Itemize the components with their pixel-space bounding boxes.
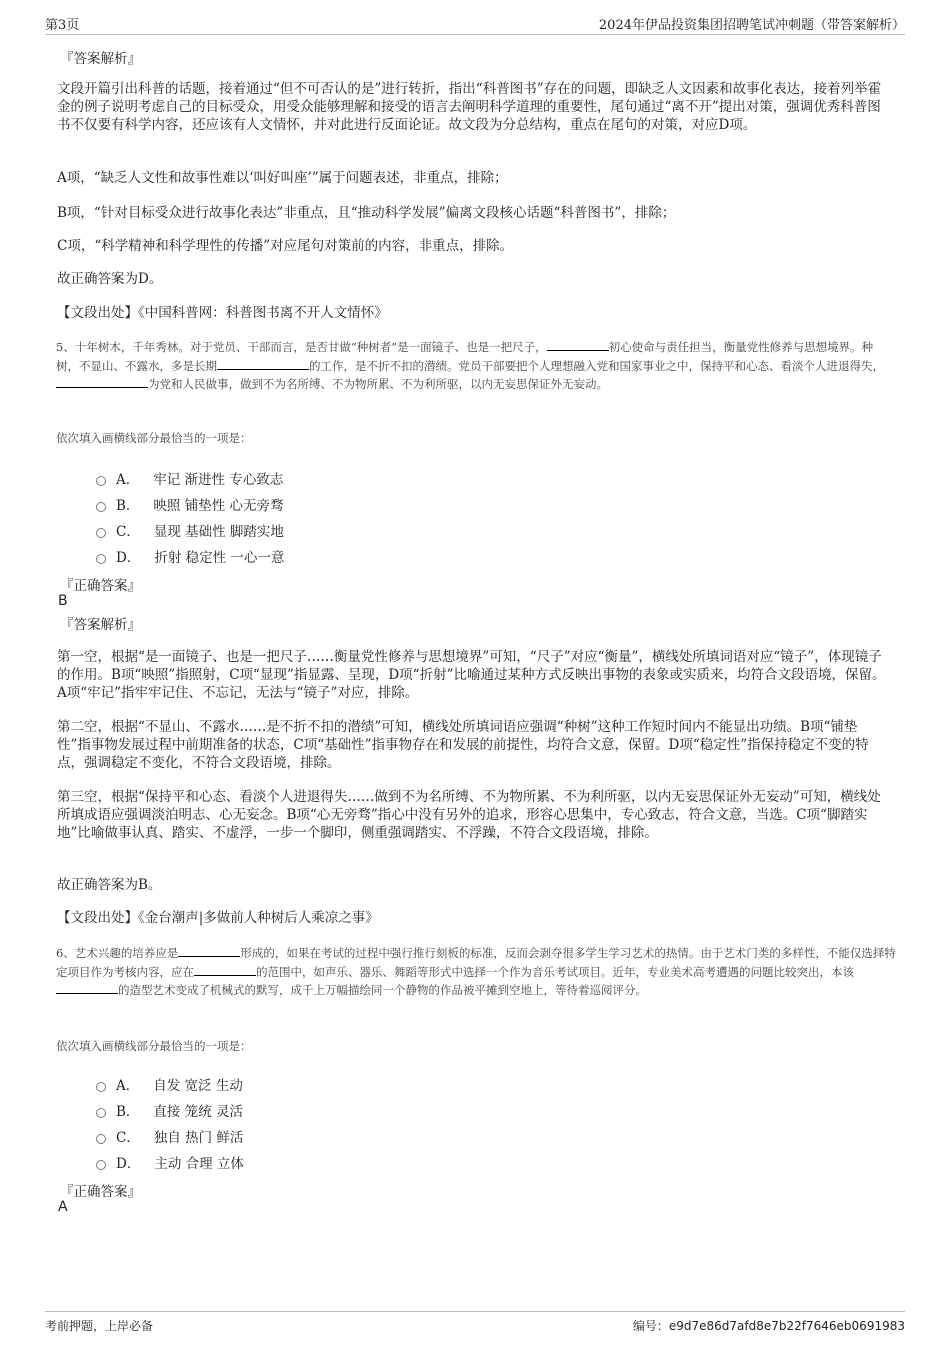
q5-analysis-blank-2: 第二空，根据“不显山、不露水……是不折不扣的潜绩”可知，横线处所填词语应强调“种树”这种工作短时间内不能显出功绩。B项“铺垫性”指事物发展过程中前期准备的状态，C项“基础性”指事物存在和发展的前提性，均符合文意，保留。D项“稳定性”指保持稳定不变的特点，强调稳定不变化，不符合文段语境，排除。 (57, 719, 869, 771)
q5-analysis-blank-1: 第一空，根据“是一面镜子、也是一把尺子……衡量党性修养与思想境界”可知，“尺子”对应“衡量”，横线处所填词语对应“镜子”，体现镜子的作用。B项“映照”指照射，C项“显现”指显露、呈现，D项“折射”比喻通过某种方式反映出事物的表象或实质来，均符合文段语境，保留。A项“牢记”指牢牢记住、不忘记，无法与“镜子”对应，排除。 (57, 649, 886, 701)
document-code: 编号：e9d7e86d7afd8e7b22f7646eb0691983 (632, 1319, 905, 1333)
document-title: 2024年伊品投资集团招聘笔试冲刺题（带答案解析） (598, 18, 905, 33)
q6-prompt: 依次填入画横线部分最恰当的一项是： (56, 1039, 252, 1053)
radio-button[interactable] (96, 528, 106, 538)
radio-button[interactable] (96, 502, 106, 512)
q6-question-text: 6、艺术兴趣的培养应是 形成的，如果在考试的过程中强行推行刻板的标准，反而会剥夺很多学生学习艺术的热情。由于艺术门类的多样性，不能仅选择特定项目作为考核内容，应在 的范围中，如声乐、器乐、舞蹈等形式中选择一个作为音乐考试项目。近年，专业美术高考遭遇的问题比较突出，本该的造型艺术变成了机械式的默写，成千上万幅描绘同一个静物的作品被平摊到空地上，等待着巡阅评分。 (56, 946, 896, 997)
q6-option-b[interactable]: B． 直接 笼统 灵活 (96, 1100, 243, 1120)
q5-option-b[interactable]: B． 映照 铺垫性 心无旁骛 (96, 494, 284, 514)
q5-analysis-blank-3: 第三空，根据“保持平和心态、看淡个人进退得失……做到不为名所缚、不为物所累、不为利所驱，以内无妄思保证外无妄动”可知，横线处所填成语应强调淡泊明志、心无妄念。B项“心无旁骛”指心中没有另外的追求，形容心思集中，专心致志，符合文意，当选。C项“脚踏实地”比喻做事认真、踏实、不虚浮，一步一个脚印，侧重强调踏实、不浮躁，不符合文段语境，排除。 (57, 789, 881, 841)
radio-button[interactable] (96, 1134, 106, 1144)
radio-button[interactable] (96, 1082, 106, 1092)
q5-source: 【文段出处】《金台潮声|多做前人种树后人乘凉之事》 (57, 910, 379, 926)
q6-blank-2 (194, 963, 256, 976)
q5-blank-3 (56, 375, 148, 388)
correct-answer-label: 『正确答案』 (60, 1184, 141, 1200)
q5-option-d[interactable]: D． 折射 稳定性 一心一意 (96, 546, 284, 566)
q5-option-c[interactable]: C． 显现 基础性 脚踏实地 (96, 520, 284, 540)
analysis-label: 『答案解析』 (60, 51, 141, 67)
q5-prompt: 依次填入画横线部分最恰当的一项是： (56, 431, 252, 445)
q4-option-a-analysis: A项，“缺乏人文性和故事性难以‘叫好叫座’”属于问题表述，非重点，排除； (57, 170, 508, 186)
q5-option-a[interactable]: A． 牢记 渐进性 专心致志 (96, 468, 283, 488)
correct-answer-label: 『正确答案』 (60, 578, 141, 594)
q4-analysis-paragraph: 文段开篇引出科普的话题，接着通过“但不可否认的是”进行转折，指出“科普图书”存在的问题，即缺乏人文因素和故事化表达，接着列举霍金的例子说明考虑自己的目标受众，用受众能够理解和接受的语言去阐明科学道理的重要性，尾句通过“离不开”提出对策，强调优秀科普图书不仅要有科学内容，还应该有人文情怀，并对此进行反面论证。故文段为分总结构，重点在尾句的对策，对应D项。 (57, 81, 882, 133)
radio-button[interactable] (96, 1108, 106, 1118)
q5-blank-1 (547, 338, 609, 351)
q5-blank-2 (217, 357, 309, 370)
page-number: 第3页 (45, 18, 80, 33)
analysis-label: 『答案解析』 (60, 617, 141, 633)
q5-question-text: 5、十年树木，千年秀林。对于党员、干部而言，是否甘做“种树者”是一面镜子、也是一把尺子， 初心使命与责任担当，衡量党性修养与思想境界。种树，不显山、不露水，多是长期 的工作，是不折不扣的潜绩。党员干部要把个人理想融入党和国家事业之中，保持平和心态、看淡个人进退得失，为党和人民做事，做到不为名所缚、不为物所累、不为利所驱，以内无妄思保证外无妄动。 (56, 340, 884, 391)
q6-option-c[interactable]: C． 独自 热门 鲜活 (96, 1126, 243, 1146)
radio-button[interactable] (96, 554, 106, 564)
footer-slogan: 考前押题，上岸必备 (45, 1319, 154, 1333)
q6-option-d[interactable]: D． 主动 合理 立体 (96, 1152, 244, 1172)
q6-blank-1 (178, 944, 240, 957)
page-footer (45, 1311, 905, 1334)
page-header (45, 14, 905, 35)
q6-option-a[interactable]: A． 自发 宽泛 生动 (96, 1074, 243, 1094)
radio-button[interactable] (96, 1160, 106, 1170)
q4-source: 【文段出处】《中国科普网：科普图书离不开人文情怀》 (57, 305, 388, 321)
q4-answer-conclusion: 故正确答案为D。 (57, 271, 163, 287)
q4-option-c-analysis: C项，“科学精神和科学理性的传播”对应尾句对策前的内容，非重点，排除。 (57, 238, 514, 254)
q5-answer-conclusion: 故正确答案为B。 (57, 877, 162, 893)
q6-blank-3 (56, 981, 118, 994)
q4-option-b-analysis: B项，“针对目标受众进行故事化表达”非重点，且“推动科学发展”偏离文段核心话题“科普图书”，排除； (57, 205, 676, 221)
q5-answer: B (58, 593, 68, 609)
q6-answer: A (58, 1199, 68, 1215)
radio-button[interactable] (96, 476, 106, 486)
